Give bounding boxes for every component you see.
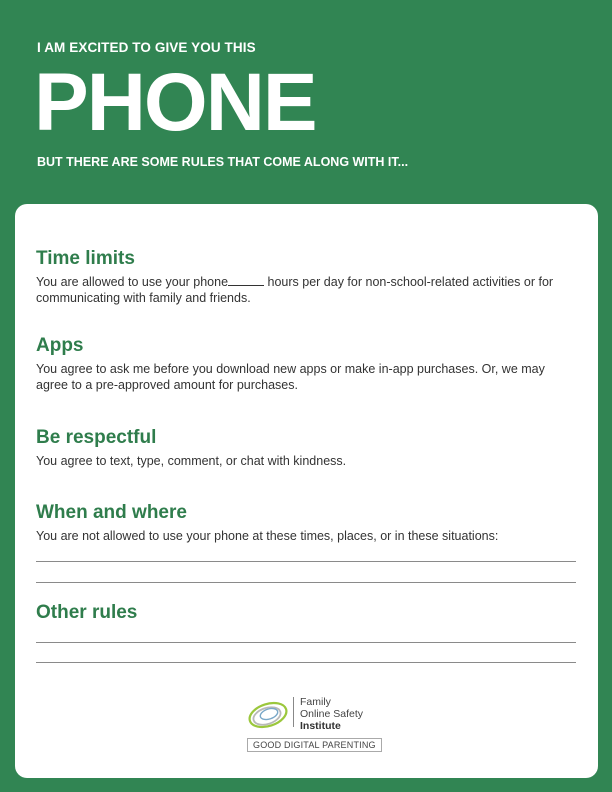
section-when-where [36,502,576,544]
rules-card [15,204,598,778]
section-other-rules [36,602,576,624]
logo-text [300,696,363,732]
section-body: You agree to text, type, comment, or chat with kindness. [36,454,347,468]
section-be-respectful [36,427,576,469]
section-title: Apps [36,335,84,356]
hours-blank[interactable] [228,275,264,286]
body-text: You are allowed to use your phone [36,275,229,289]
logo-line: Family [300,696,331,708]
logo-line: Institute [300,720,341,732]
section-title: When and where [36,502,187,523]
write-in-line[interactable] [36,642,576,643]
section-time-limits [36,248,576,306]
header-subkicker: BUT THERE ARE SOME RULES THAT COME ALONG WITH IT... [37,155,409,169]
section-title: Time limits [36,248,135,269]
section-title: Be respectful [36,427,157,448]
header-kicker: I AM EXCITED TO GIVE YOU THIS [37,40,256,55]
section-body: You agree to ask me before you download new apps or make in-app purchases. Or, we may agree to a pre-approved amount for purchases. [36,362,545,392]
body-text: hours per day for non-school-related activities or for communicating with family and friends. [36,275,554,305]
swirl-logo-icon [245,698,291,732]
section-apps [36,335,576,393]
logo-tagline: GOOD DIGITAL PARENTING [247,738,382,752]
write-in-line[interactable] [36,662,576,663]
section-body [36,274,576,306]
logo-line: Online Safety [300,708,364,720]
headline: PHONE [34,57,316,148]
write-in-line[interactable] [36,582,576,583]
fosi-logo [243,694,403,754]
section-body: You are not allowed to use your phone at these times, places, or in these situations: [36,529,499,543]
logo-divider [293,697,294,727]
section-title: Other rules [36,602,138,623]
write-in-line[interactable] [36,561,576,562]
